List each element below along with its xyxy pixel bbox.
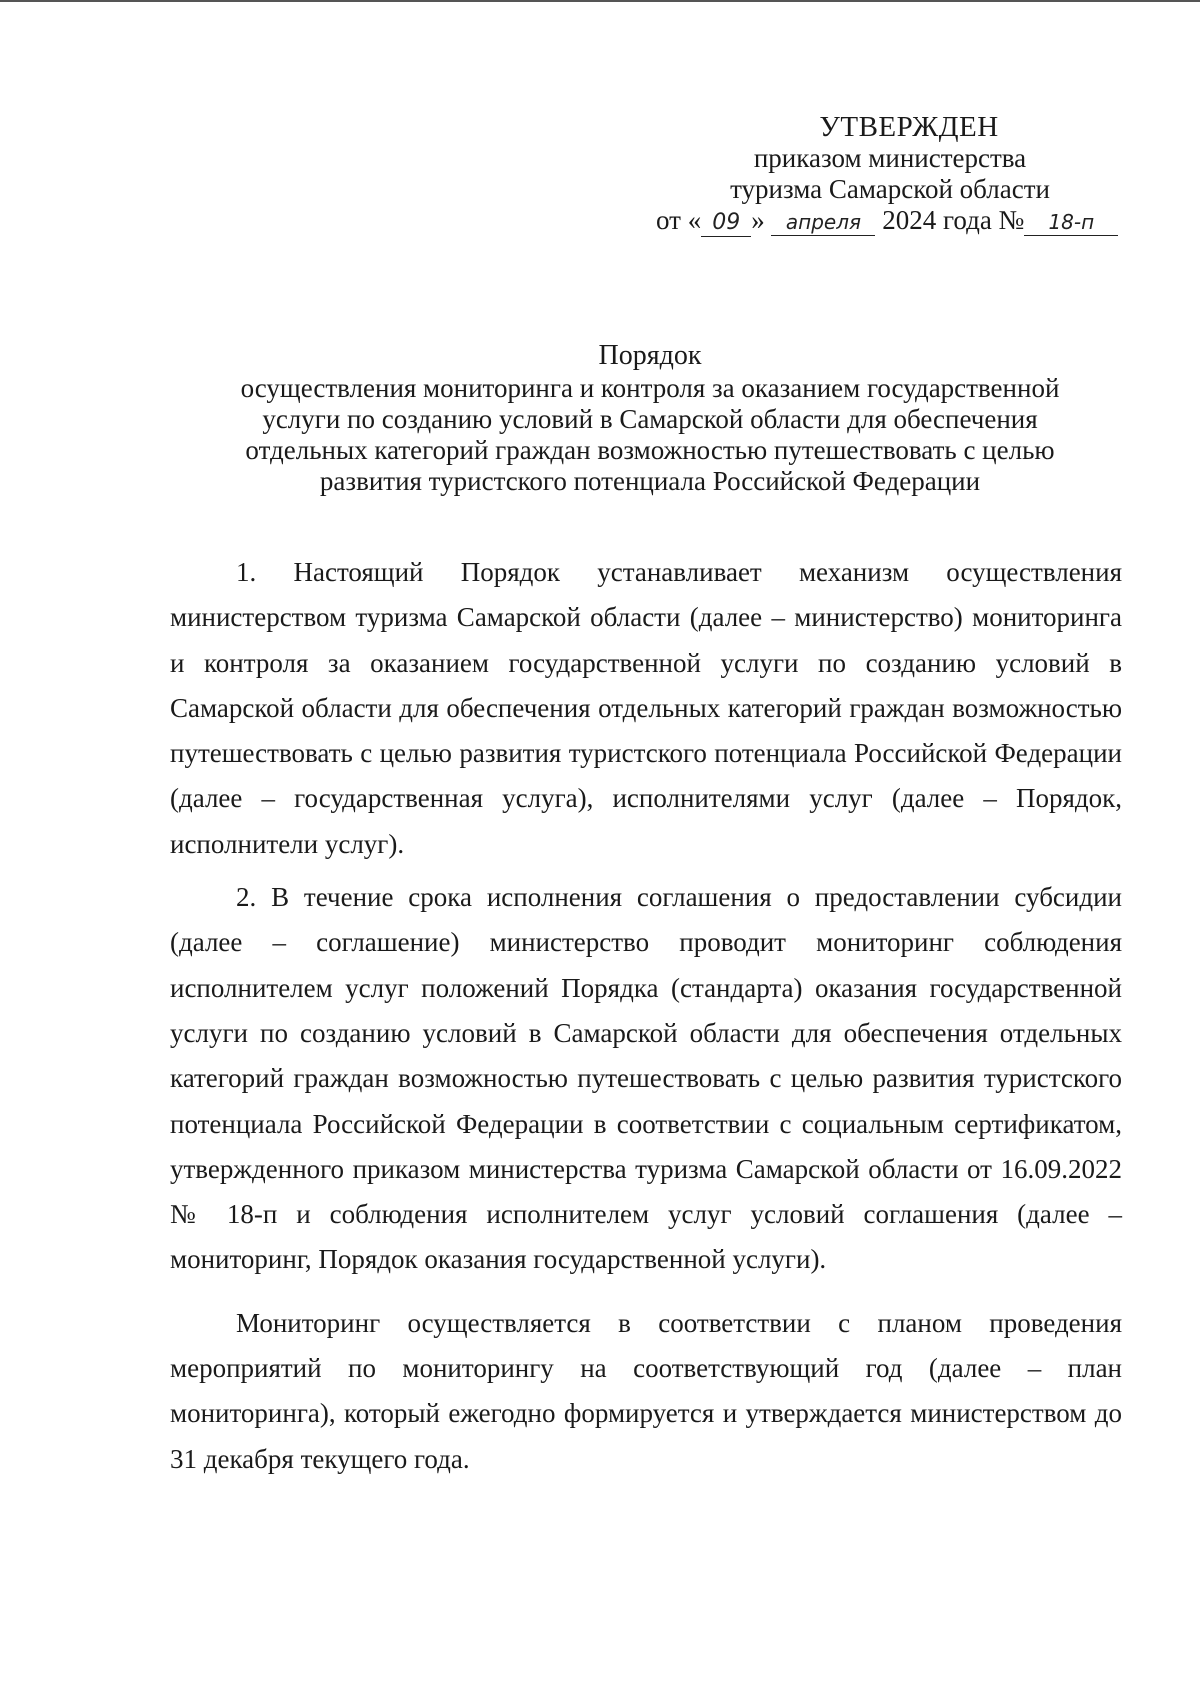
paragraph-2: 2. В течение срока исполнения соглашения о предоставлении субсидии (далее – соглашение) министерство проводит мониторинг соблюдения исполнителем услуг положений Порядка (стандарта) оказания государственной услуги по созданию условий в Самарской области для обеспечения отдельных категорий граждан возможностью путешествовать с целью развития туристского потенциала Российской Федерации в соответствии с социальным сертификатом, утвержденного приказом министерства туризма Самарской области от 16.09.2022 № 18-п и соблюдения исполнителем услуг условий соглашения (далее – мониторинг, Порядок оказания государственной услуги). [170, 882, 1122, 1275]
approval-block [620, 112, 1160, 237]
handwritten-day: 09 [701, 210, 751, 237]
quote-close: » [751, 205, 765, 235]
approval-date-line [656, 205, 1160, 237]
title-line-1: осуществления мониторинга и контроля за оказанием государственной [240, 373, 1060, 403]
paragraph-1: 1. Настоящий Порядок устанавливает механизм осуществления министерством туризма Самарской области (далее – министерство) мониторинга и контроля за оказанием государственной услуги по созданию условий в Самарской области для обеспечения отдельных категорий граждан возможностью путешествовать с целью развития туристского потенциала Российской Федерации (далее – государственная услуга), исполнителями услуг (далее – Порядок, исполнители услуг). [170, 557, 1122, 859]
top-border [0, 0, 1200, 2]
handwritten-order-number: 18-п [1024, 209, 1118, 236]
paragraph-3: Мониторинг осуществляется в соответствии с планом проведения мероприятий по мониторингу на соответствующий год (далее – план мониторинга), который ежегодно формируется и утверждается министерством до 31 декабря текущего года. [170, 1307, 1122, 1474]
document-body [170, 550, 1122, 1482]
approval-line-1: приказом министерства [753, 143, 1027, 173]
title-line-3: отдельных категорий граждан возможностью путешествовать с целью [245, 435, 1055, 465]
title-line-4: развития туристского потенциала Российской Федерации [319, 466, 981, 496]
title-line-2: услуги по созданию условий в Самарской области для обеспечения [262, 404, 1038, 434]
date-prefix: от « [656, 205, 702, 235]
handwritten-month: апреля [771, 209, 875, 236]
year-text: 2024 года № [882, 205, 1025, 235]
document-title [200, 340, 1100, 497]
approval-line-2: туризма Самарской области [730, 174, 1050, 204]
approval-title: УТВЕРЖДЕН [819, 111, 999, 143]
title-main: Порядок [598, 340, 702, 371]
